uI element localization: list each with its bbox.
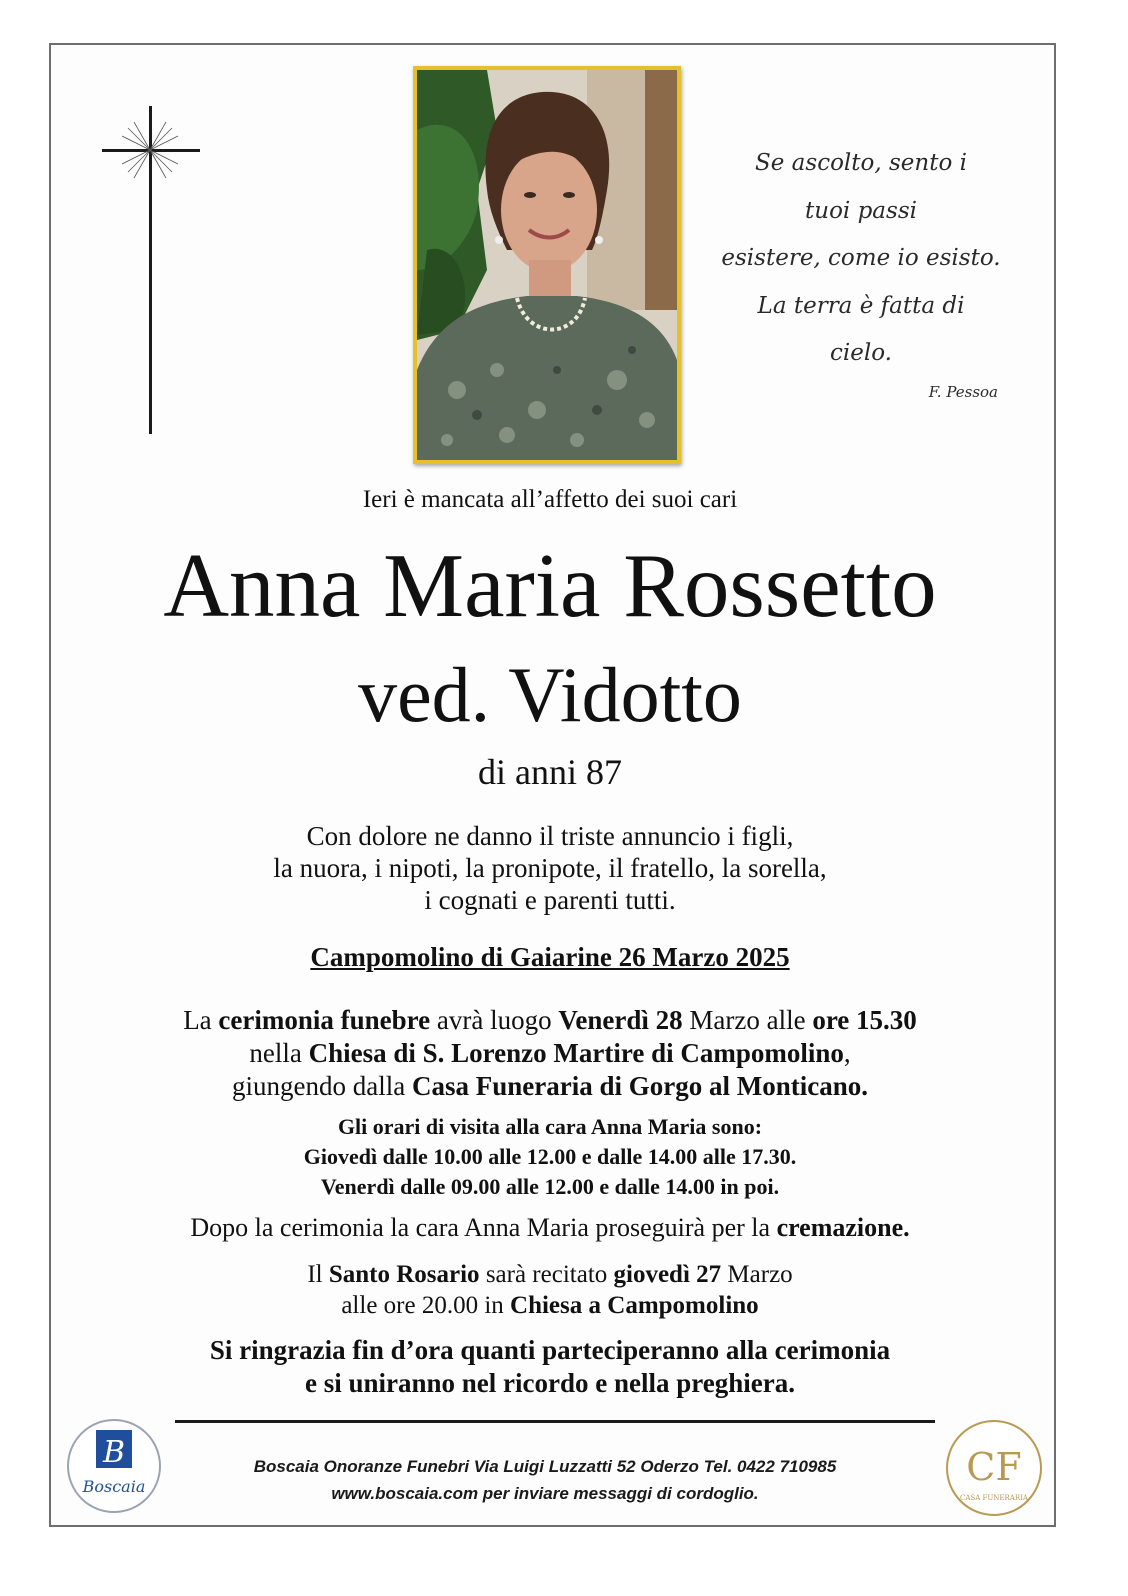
announcement-line: la nuora, i nipoti, la pronipote, il fratello, la sorella, — [273, 853, 827, 883]
rosary-line-1 — [0, 1259, 1100, 1290]
announcement-line: i cognati e parenti tutti. — [424, 885, 676, 915]
boscaia-monogram: B — [102, 1435, 126, 1470]
quote-line: esistere, come io esisto. — [721, 245, 1001, 271]
text-run: Il — [307, 1261, 329, 1288]
quote-line: tuoi passi — [805, 197, 917, 224]
deceased-surname-widow: ved. Vidotto — [358, 651, 742, 738]
footer-website[interactable]: www.boscaia.com per inviare messaggi di cordoglio. — [331, 1484, 759, 1503]
ceremony-line-1 — [0, 1004, 1100, 1037]
text-run: giungendo dalla — [232, 1071, 412, 1101]
cross-icon — [100, 100, 204, 440]
casa-funeraria-logo — [944, 1418, 1044, 1518]
quote-author: F. Pessoa — [928, 383, 998, 401]
portrait-photo — [413, 66, 681, 464]
rosary-info — [0, 1259, 1100, 1321]
announcement — [0, 820, 1100, 916]
text-run-bold: Chiesa di S. Lorenzo Martire di Campomolino — [308, 1038, 844, 1068]
ceremony-info — [0, 1004, 1100, 1103]
quote-line: Se ascolto, sento i — [755, 150, 967, 176]
text-run-bold: Santo Rosario — [328, 1261, 480, 1288]
visiting-hours-line: Venerdì dalle 09.00 alle 12.00 e dalle 14.00 in poi. — [320, 1174, 780, 1199]
text-run-bold: cerimonia funebre — [218, 1005, 431, 1035]
thanks-line: e si uniranno nel ricordo e nella preghiera. — [305, 1368, 795, 1398]
deceased-name: Anna Maria Rossetto — [163, 535, 937, 636]
poem-quote — [706, 140, 1016, 378]
text-run-bold: giovedì 27 — [613, 1261, 722, 1288]
footer-contact — [160, 1453, 930, 1507]
rosary-line-2 — [0, 1290, 1100, 1321]
boscaia-logo — [66, 1418, 162, 1514]
text-run: Marzo alle — [682, 1005, 813, 1035]
intro-text: Ieri è mancata all’affetto dei suoi cari — [362, 486, 738, 513]
footer-divider — [175, 1420, 935, 1423]
visiting-hours-line: Giovedì dalle 10.00 alle 12.00 e dalle 14.00 alle 17.30. — [303, 1144, 797, 1169]
ceremony-line-2 — [0, 1037, 1100, 1070]
text-run: nella — [249, 1038, 309, 1068]
casa-funeraria-logo-text: CASA FUNERARIA — [960, 1494, 1028, 1502]
place-date — [0, 942, 1100, 973]
text-run-bold: Casa Funeraria di Gorgo al Monticano. — [411, 1071, 868, 1101]
visiting-hours — [0, 1112, 1100, 1202]
announcement-line: Con dolore ne danno il triste annuncio i figli, — [306, 821, 794, 851]
text-run: , — [843, 1038, 851, 1068]
text-run-bold: Venerdì 28 — [558, 1005, 683, 1035]
thanks-message — [0, 1334, 1100, 1400]
cremation-note — [0, 1213, 1100, 1243]
deceased-age: di anni 87 — [478, 752, 622, 792]
text-run: alle ore 20.00 in — [341, 1292, 511, 1319]
footer-address: Boscaia Onoranze Funebri Via Luigi Luzzatti 52 Oderzo Tel. 0422 710985 — [253, 1457, 837, 1476]
text-run: Dopo la cerimonia la cara Anna Maria proseguirà per la — [190, 1213, 777, 1242]
visiting-hours-line: Gli orari di visita alla cara Anna Maria sono: — [337, 1114, 763, 1139]
text-run: Marzo — [721, 1261, 793, 1288]
text-run: La — [183, 1005, 219, 1035]
boscaia-logo-text: Boscaia — [82, 1477, 146, 1496]
text-run: sarà recitato — [479, 1261, 614, 1288]
text-run-bold: cremazione. — [776, 1213, 910, 1242]
text-run-bold: Chiesa a Campomolino — [510, 1292, 759, 1319]
quote-line: La terra è fatta di — [757, 292, 965, 319]
text-run-bold: ore 15.30 — [812, 1005, 917, 1035]
thanks-line: Si ringrazia fin d’ora quanti parteciperanno alla cerimonia — [209, 1335, 891, 1365]
text-run: avrà luogo — [430, 1005, 559, 1035]
casa-funeraria-monogram: CF — [966, 1445, 1022, 1489]
ceremony-line-3 — [0, 1070, 1100, 1103]
quote-line: cielo. — [830, 340, 892, 366]
place-date-text: Campomolino di Gaiarine 26 Marzo 2025 — [310, 942, 790, 972]
